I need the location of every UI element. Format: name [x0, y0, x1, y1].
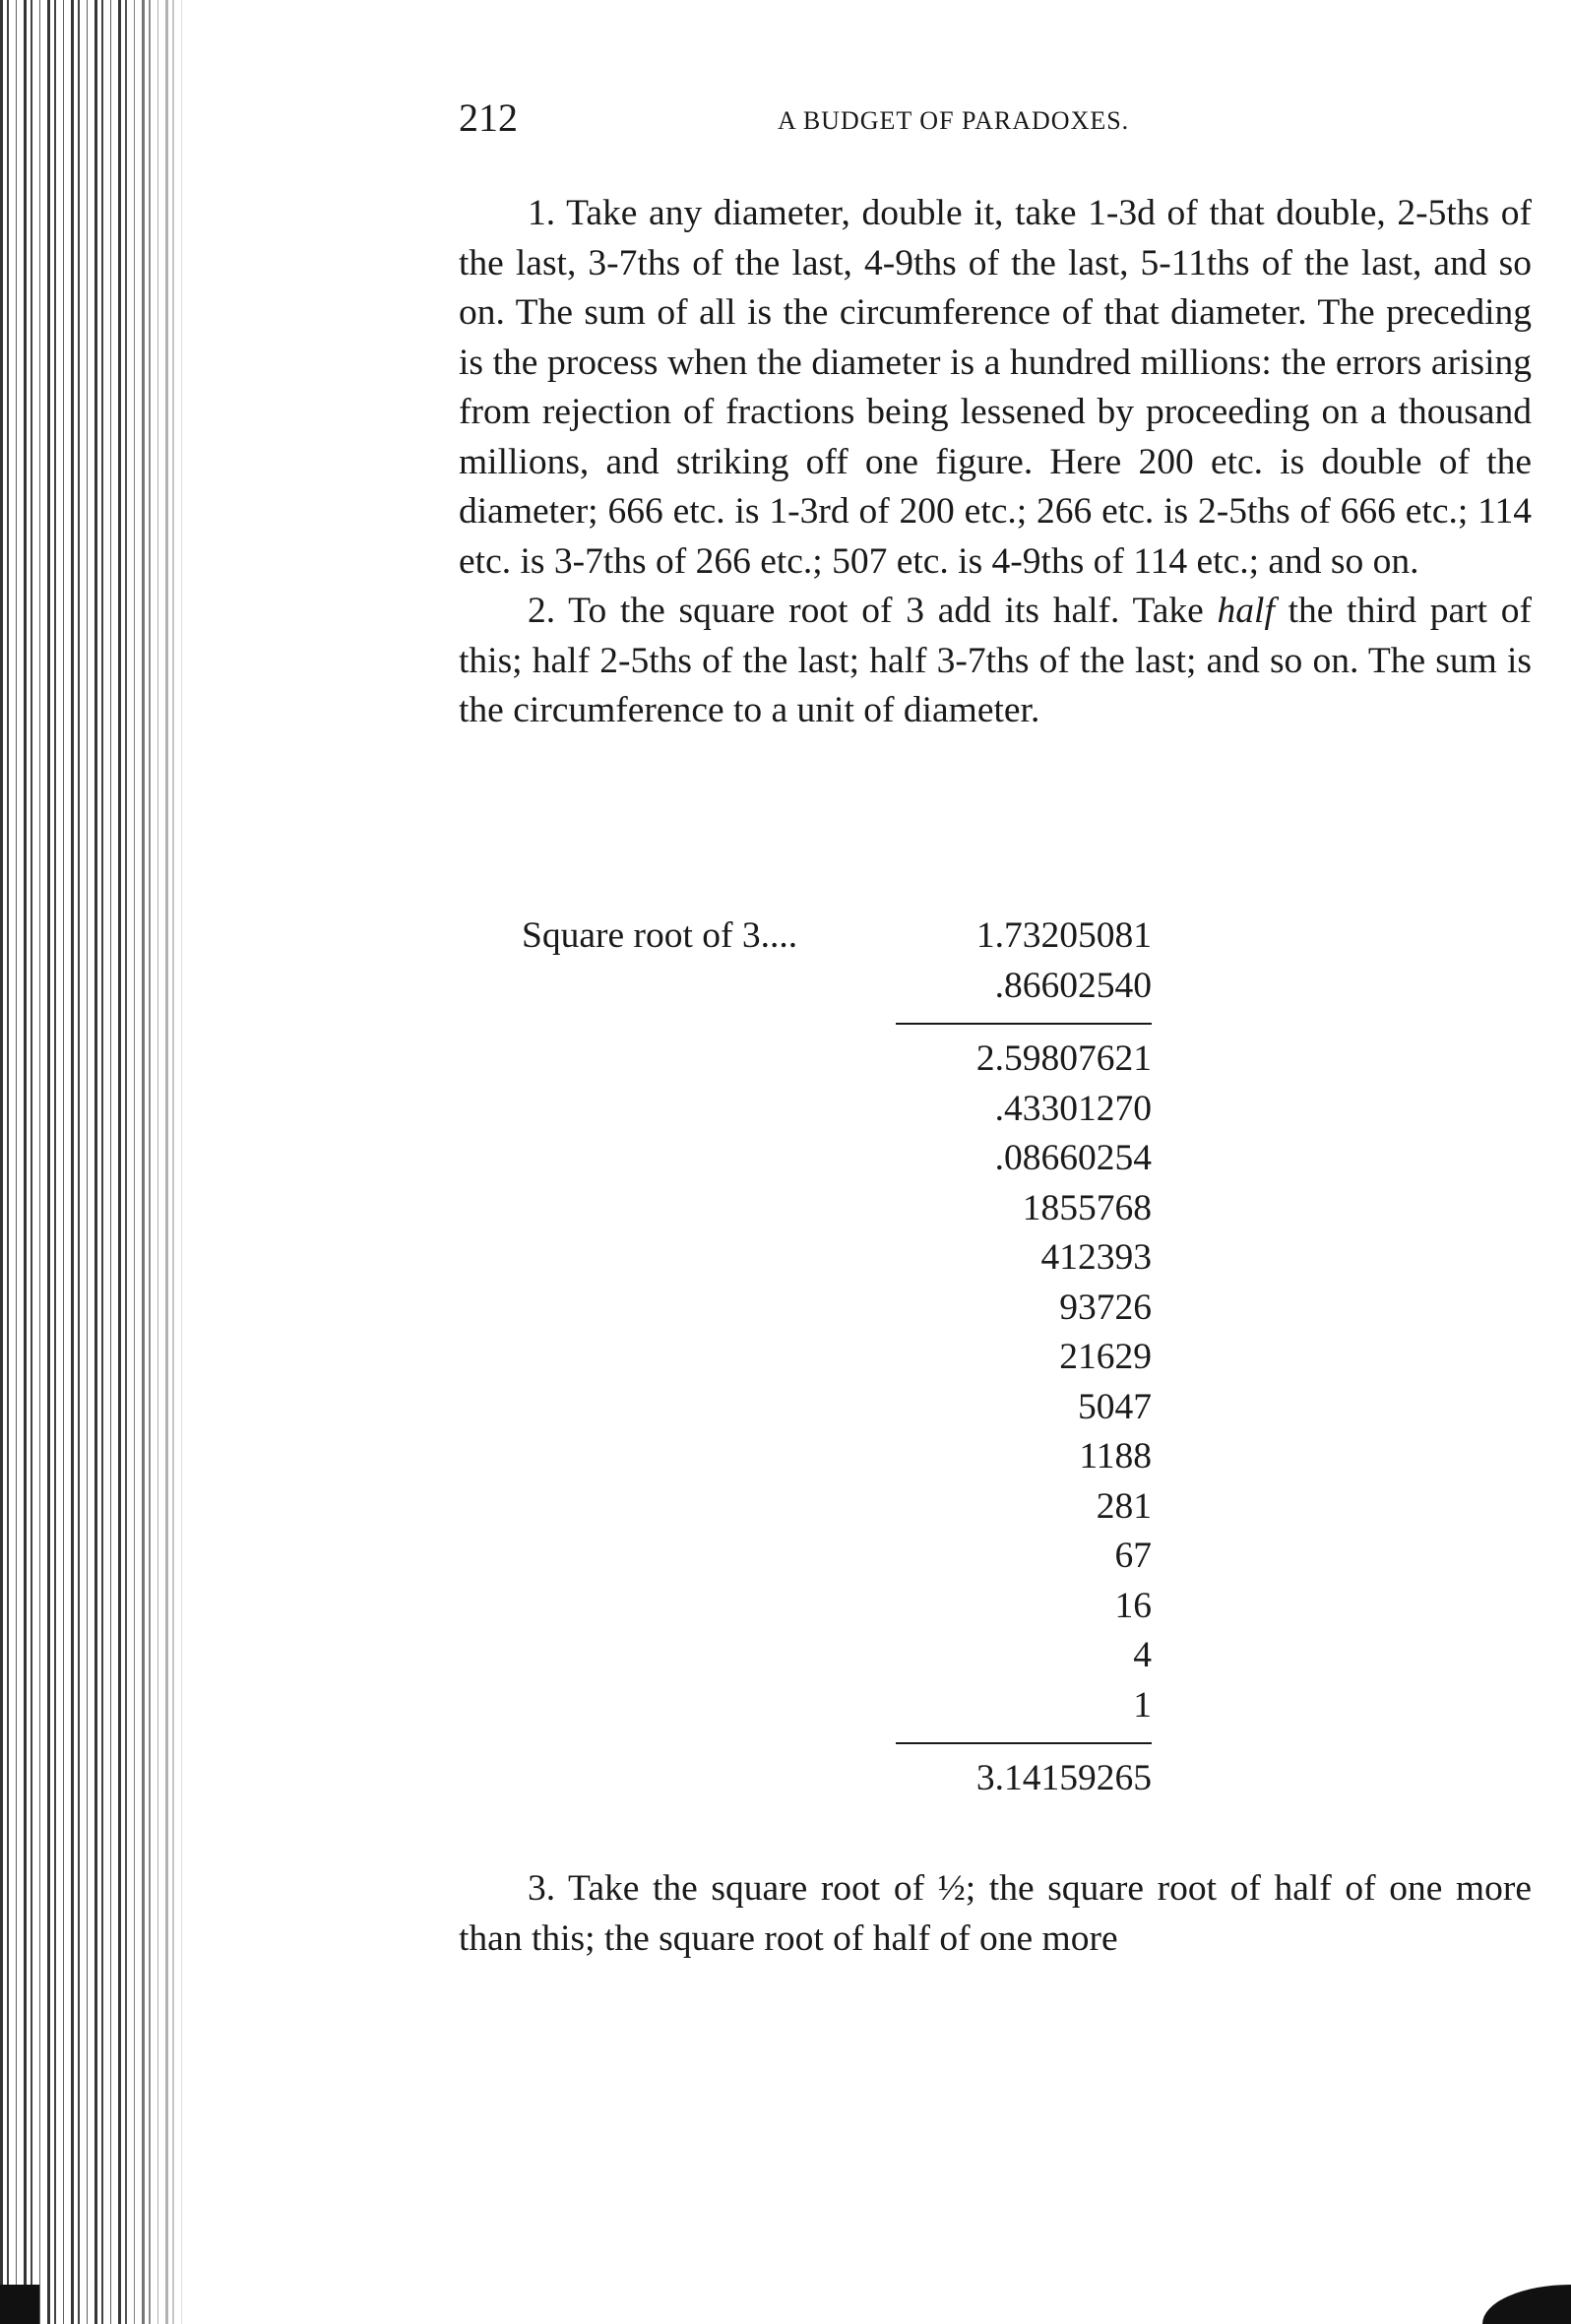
paragraph-3: 3. Take the square root of ½; the square root of half of one more than this; the square root of half of one more — [459, 1868, 1532, 1959]
sum-rule — [896, 1023, 1152, 1025]
calc-value: 1188 — [1079, 1436, 1152, 1476]
scan-smudge-bottom-right — [1482, 2285, 1571, 2324]
page-header — [459, 94, 1532, 144]
calc-value: .86602540 — [994, 965, 1152, 1006]
calculation-label: Square root of 3.... — [522, 915, 798, 956]
sum-rule — [896, 1742, 1152, 1744]
calculation-column — [896, 911, 1152, 1804]
calc-value: 16 — [1114, 1585, 1152, 1626]
paragraph-2-start: 2. To the square root of 3 add its half. Take — [528, 591, 1218, 631]
paragraph-2-emphasis: half — [1217, 591, 1275, 631]
calc-value: 1855768 — [1022, 1187, 1152, 1228]
page-number: 212 — [459, 95, 518, 140]
page-edge-fade — [118, 0, 197, 2324]
calc-value: 21629 — [1059, 1337, 1152, 1377]
calc-value: 67 — [1114, 1536, 1152, 1576]
running-title: A BUDGET OF PARADOXES. — [778, 106, 1130, 135]
calc-value: 281 — [1096, 1485, 1152, 1527]
calc-value: .43301270 — [994, 1088, 1152, 1129]
calc-value: 1.73205081 — [975, 915, 1152, 956]
paragraph-2-end: the third part of this; half 2-5ths of the last; half 3-7ths of the last; and so on. The sum is the circumference to a unit of diameter. — [459, 591, 1532, 730]
calc-value: 4 — [1133, 1635, 1152, 1675]
calc-value: 412393 — [1040, 1237, 1152, 1278]
calc-value: 2.59807621 — [975, 1038, 1152, 1079]
calc-value: .08660254 — [994, 1138, 1152, 1178]
paragraph-1: 1. Take any diameter, double it, take 1-3d of that double, 2-5ths of the last, 3-7ths of the last, 4-9ths of the last, 5-11ths of the last, and so on. The sum of all is the circumference of that diameter. The preceding is the process when the diameter is a hundred millions: the errors arising from rejection of fractions being lessened by proceeding on a thousand millions, and striking off one figure. Here 200 etc. is double of the diameter; 666 etc. is 1-3rd of 200 etc.; 266 etc. is 2-5ths of 666 etc.; 114 etc. is 3-7ths of 266 etc.; 507 etc. is 4-9ths of 114 etc.; and so on. — [459, 193, 1532, 582]
body-text — [459, 189, 1532, 736]
paragraph-2 — [459, 587, 1532, 736]
calc-value: 93726 — [1059, 1287, 1152, 1328]
calc-result: 3.14159265 — [975, 1758, 1152, 1798]
calc-value: 1 — [1133, 1684, 1152, 1726]
scan-smudge-bottom-left — [0, 2285, 39, 2324]
calc-value: 5047 — [1078, 1386, 1152, 1427]
